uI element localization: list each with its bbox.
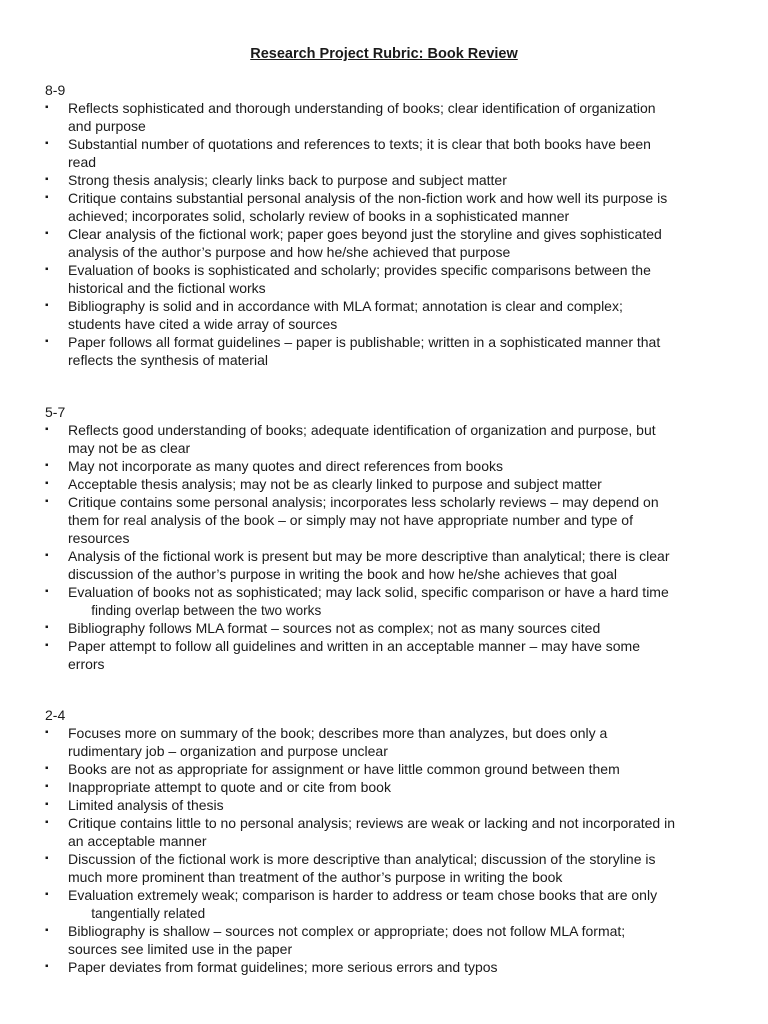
rubric-criterion <box>45 547 745 583</box>
criterion-text-line: Paper attempt to follow all guidelines and written in an acceptable manner – may have some <box>68 638 640 654</box>
grade-range-heading: 2-4 <box>45 707 66 723</box>
criterion-text-line: Critique contains some personal analysis; incorporates less scholarly reviews – may depend on <box>68 494 659 510</box>
criterion-text-line: achieved; incorporates solid, scholarly review of books in a sophisticated manner <box>68 208 570 224</box>
criterion-text-line: reflects the synthesis of material <box>68 352 268 368</box>
bullet-icon: ▪ <box>45 138 49 149</box>
criterion-text-line: rudimentary job – organization and purpose unclear <box>68 743 388 759</box>
criterion-text-line: Strong thesis analysis; clearly links back to purpose and subject matter <box>68 172 507 188</box>
criterion-text-line: resources <box>68 530 130 546</box>
bullet-icon: ▪ <box>45 727 49 738</box>
criterion-text-line: and purpose <box>68 118 146 134</box>
bullet-icon: ▪ <box>45 889 49 900</box>
criterion-text-line: read <box>68 154 97 170</box>
bullet-icon: ▪ <box>45 586 49 597</box>
bullet-icon: ▪ <box>45 478 49 489</box>
rubric-criterion <box>45 421 745 457</box>
bullet-icon: ▪ <box>45 192 49 203</box>
rubric-criterion <box>45 333 745 369</box>
rubric-criterion <box>45 583 745 619</box>
document-title: Research Project Rubric: Book Review <box>250 46 518 62</box>
rubric-criterion <box>45 135 745 171</box>
criterion-text-line: discussion of the author’s purpose in writing the book and how he/she achieves that goal <box>68 566 617 582</box>
criterion-text-line: Evaluation of books not as sophisticated; may lack solid, specific comparison or have a hard time <box>68 584 669 600</box>
criterion-text-line: much more prominent than treatment of the author’s purpose in writing the book <box>68 869 563 885</box>
criterion-text-line: Critique contains little to no personal analysis; reviews are weak or lacking and not incorporated in <box>68 815 675 831</box>
rubric-criterion <box>45 261 745 297</box>
criterion-text-line: Paper deviates from format guidelines; more serious errors and typos <box>68 959 498 975</box>
rubric-criterion <box>45 850 745 886</box>
bullet-icon: ▪ <box>45 817 49 828</box>
rubric-criterion <box>45 724 745 760</box>
rubric-criterion <box>45 225 745 261</box>
rubric-criterion <box>45 958 745 976</box>
criterion-text-line: Evaluation extremely weak; comparison is harder to address or team chose books that are only <box>68 887 658 903</box>
rubric-criterion <box>45 189 745 225</box>
criterion-text-line: Reflects sophisticated and thorough understanding of books; clear identification of organization <box>68 100 656 116</box>
rubric-criterion <box>45 760 745 778</box>
criterion-text-line: Acceptable thesis analysis; may not be as clearly linked to purpose and subject matter <box>68 476 602 492</box>
criterion-text-line: Bibliography is shallow – sources not complex or appropriate; does not follow MLA format; <box>68 923 626 939</box>
bullet-icon: ▪ <box>45 853 49 864</box>
criterion-text-line: Limited analysis of thesis <box>68 797 224 813</box>
bullet-icon: ▪ <box>45 763 49 774</box>
bullet-icon: ▪ <box>45 174 49 185</box>
criterion-text-line: an acceptable manner <box>68 833 207 849</box>
criterion-text-line: Analysis of the fictional work is present but may be more descriptive than analytical; there is clear <box>68 548 670 564</box>
bullet-icon: ▪ <box>45 264 49 275</box>
criterion-text-line: Critique contains substantial personal analysis of the non-fiction work and how well its purpose is <box>68 190 668 206</box>
bullet-icon: ▪ <box>45 228 49 239</box>
rubric-criterion <box>45 297 745 333</box>
criterion-text-line: Clear analysis of the fictional work; paper goes beyond just the storyline and gives sophisticated <box>68 226 662 242</box>
rubric-criterion <box>45 796 745 814</box>
criterion-text-line: Bibliography is solid and in accordance with MLA format; annotation is clear and complex; <box>68 298 623 314</box>
criterion-text-line: finding overlap between the two works <box>91 602 322 618</box>
criterion-text-line: Evaluation of books is sophisticated and scholarly; provides specific comparisons between the <box>68 262 651 278</box>
bullet-icon: ▪ <box>45 102 49 113</box>
criterion-text-line: them for real analysis of the book – or simply may not have appropriate number and type of <box>68 512 633 528</box>
grade-range-heading: 8-9 <box>45 82 66 98</box>
criterion-text-line: Discussion of the fictional work is more descriptive than analytical; discussion of the storyline is <box>68 851 656 867</box>
rubric-criterion <box>45 778 745 796</box>
criterion-text-line: analysis of the author’s purpose and how he/she achieved that purpose <box>68 244 511 260</box>
bullet-icon: ▪ <box>45 336 49 347</box>
section-8-9 <box>45 81 745 369</box>
bullet-icon: ▪ <box>45 925 49 936</box>
criterion-text-line: Reflects good understanding of books; adequate identification of organization and purpose, but <box>68 422 656 438</box>
rubric-criterion <box>45 457 745 475</box>
rubric-criterion <box>45 886 745 922</box>
criterion-text-line: may not be as clear <box>68 440 191 456</box>
section-5-7 <box>45 403 745 673</box>
bullet-icon: ▪ <box>45 781 49 792</box>
criterion-text-line: Inappropriate attempt to quote and or cite from book <box>68 779 391 795</box>
bullet-icon: ▪ <box>45 640 49 651</box>
criterion-text-line: Focuses more on summary of the book; describes more than analyzes, but does only a <box>68 725 608 741</box>
bullet-icon: ▪ <box>45 622 49 633</box>
bullet-icon: ▪ <box>45 300 49 311</box>
rubric-criterion <box>45 922 745 958</box>
criterion-text-line: Paper follows all format guidelines – paper is publishable; written in a sophisticated manner that <box>68 334 661 350</box>
section-2-4 <box>45 706 745 976</box>
criterion-text-line: Books are not as appropriate for assignment or have little common ground between them <box>68 761 620 777</box>
rubric-criterion <box>45 493 745 547</box>
grade-range-heading: 5-7 <box>45 404 66 420</box>
rubric-criterion <box>45 475 745 493</box>
rubric-criterion <box>45 814 745 850</box>
rubric-criterion <box>45 637 745 673</box>
criterion-text-line: May not incorporate as many quotes and direct references from books <box>68 458 503 474</box>
bullet-icon: ▪ <box>45 460 49 471</box>
bullet-icon: ▪ <box>45 550 49 561</box>
criterion-text-line: Bibliography follows MLA format – sources not as complex; not as many sources cited <box>68 620 601 636</box>
criterion-text-line: Substantial number of quotations and references to texts; it is clear that both books have been <box>68 136 651 152</box>
bullet-icon: ▪ <box>45 496 49 507</box>
rubric-criterion <box>45 171 745 189</box>
criterion-text-line: sources see limited use in the paper <box>68 941 293 957</box>
bullet-icon: ▪ <box>45 799 49 810</box>
criterion-text-line: tangentially related <box>91 905 206 921</box>
bullet-icon: ▪ <box>45 424 49 435</box>
criterion-text-line: historical and the fictional works <box>68 280 266 296</box>
rubric-criterion <box>45 99 745 135</box>
criterion-text-line: students have cited a wide array of sources <box>68 316 338 332</box>
criterion-text-line: errors <box>68 656 105 672</box>
rubric-criterion <box>45 619 745 637</box>
bullet-icon: ▪ <box>45 961 49 972</box>
